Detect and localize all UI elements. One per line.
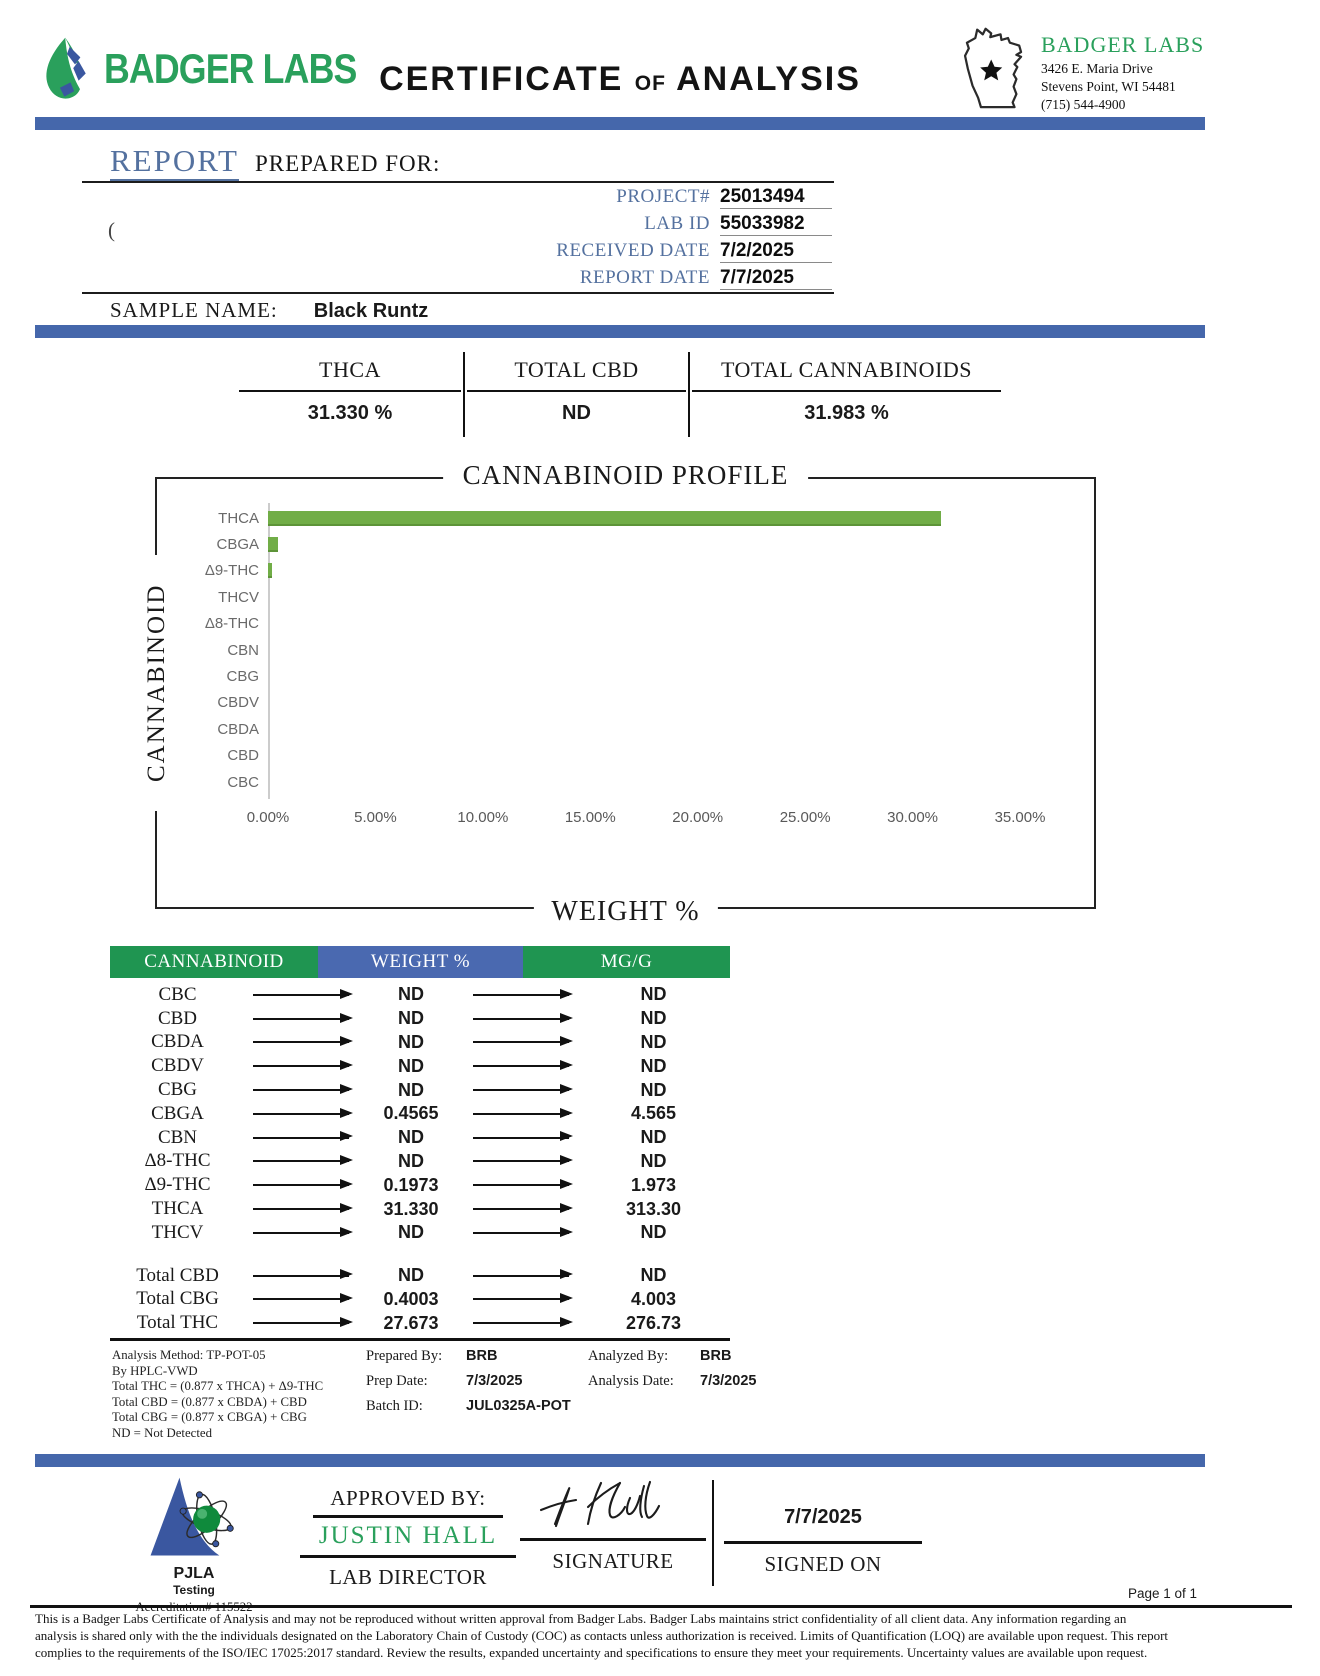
cannabinoid-name: THCA xyxy=(151,1198,204,1220)
results-row xyxy=(110,1102,730,1126)
arrow-icon xyxy=(253,1113,349,1115)
mgg-value: ND xyxy=(640,1008,667,1029)
field-value: 7/7/2025 xyxy=(720,267,832,290)
arrow-icon xyxy=(473,1232,569,1234)
chart-bar xyxy=(268,537,278,552)
arrow-icon xyxy=(253,1275,349,1277)
results-table-rows xyxy=(110,983,730,1245)
page-number: Page 1 of 1 xyxy=(1127,1586,1197,1601)
analysis-field-label: Analysis Date: xyxy=(588,1373,674,1389)
chart-bar-area xyxy=(268,511,1088,526)
results-row xyxy=(110,1007,730,1031)
report-fields xyxy=(450,186,832,294)
results-table-totals xyxy=(110,1264,730,1335)
results-row xyxy=(110,983,730,1007)
arrow-icon xyxy=(253,1208,349,1210)
lab-phone: (715) 544-4900 xyxy=(1041,96,1126,112)
chart-row xyxy=(157,637,1088,663)
prepared-for-label: PREPARED FOR: xyxy=(255,151,441,176)
report-field xyxy=(450,186,832,213)
method-note-line: Total CBD = (0.877 x CBDA) + CBD xyxy=(112,1394,307,1409)
summary-header: THCA xyxy=(239,352,461,392)
results-row xyxy=(110,1311,730,1335)
chart-category-label: CBG xyxy=(226,668,259,686)
arrow-icon xyxy=(473,1298,569,1300)
report-word: REPORT xyxy=(110,143,239,181)
analysis-info xyxy=(588,1348,838,1442)
mgg-value: ND xyxy=(640,984,667,1005)
cannabinoid-name: CBC xyxy=(158,983,197,1005)
chart-bar-area xyxy=(268,563,1088,578)
title-of: of xyxy=(634,64,666,97)
chart-category-label: CBN xyxy=(227,641,259,659)
divider-bar-bottom xyxy=(35,1454,1205,1467)
chart-category-label: THCA xyxy=(218,509,259,527)
approver-title: LAB DIRECTOR xyxy=(329,1565,487,1589)
title-part2: ANALYSIS xyxy=(676,60,861,98)
chart-bar xyxy=(268,511,941,526)
report-field xyxy=(450,240,832,267)
chart-row xyxy=(157,743,1088,769)
weight-value: ND xyxy=(398,1222,424,1243)
method-footnotes xyxy=(112,1348,838,1442)
method-note-line: Total CBG = (0.877 x CBGA) + CBG xyxy=(112,1410,307,1425)
signature-block xyxy=(520,1472,706,1574)
analysis-field-value: 7/3/2025 xyxy=(700,1373,757,1389)
chart-bar-area xyxy=(268,748,1088,763)
chart-category-label: Δ9-THC xyxy=(204,562,259,580)
results-table-header xyxy=(110,946,730,978)
chart-tick-label: 30.00% xyxy=(887,809,938,826)
arrow-icon xyxy=(473,1041,569,1043)
arrow-icon xyxy=(253,1018,349,1020)
results-row xyxy=(110,1221,730,1245)
chart-category-label: CBDV xyxy=(217,694,259,712)
chart-bar-area xyxy=(268,616,1088,631)
cannabinoid-name: Total CBD xyxy=(136,1264,219,1286)
chart-row xyxy=(157,690,1088,716)
chart-category-label: CBDA xyxy=(217,720,259,738)
cannabinoid-name: Total CBG xyxy=(136,1288,219,1310)
prep-field-value: JUL0325A-POT xyxy=(466,1398,571,1414)
summary-column xyxy=(237,352,463,437)
arrow-icon xyxy=(473,1208,569,1210)
weight-value: ND xyxy=(398,1127,424,1148)
signed-on-label: SIGNED ON xyxy=(764,1551,882,1576)
cannabinoid-name: CBG xyxy=(157,1079,198,1101)
summary-column xyxy=(690,352,1003,437)
cannabinoid-name: CBGA xyxy=(151,1102,204,1124)
signed-on-date: 7/7/2025 xyxy=(784,1506,862,1528)
weight-value: ND xyxy=(398,1150,424,1171)
summary-value: ND xyxy=(562,402,591,424)
wisconsin-map-icon xyxy=(952,20,1036,114)
approved-by-label: APPROVED BY: xyxy=(313,1486,503,1518)
chart-row xyxy=(157,611,1088,637)
mgg-value: 4.565 xyxy=(630,1103,677,1124)
arrow-icon xyxy=(473,994,569,996)
arrow-icon xyxy=(473,1137,569,1139)
chart-category-label: CBGA xyxy=(216,536,259,554)
prep-field-value: 7/3/2025 xyxy=(466,1373,523,1389)
arrow-icon xyxy=(473,1275,569,1277)
arrow-icon xyxy=(473,1322,569,1324)
method-note-line: Total THC = (0.877 x THCA) + Δ9-THC xyxy=(112,1379,324,1394)
field-label: RECEIVED DATE xyxy=(556,240,710,261)
chart-category-label: Δ8-THC xyxy=(204,615,259,633)
mgg-value: ND xyxy=(640,1265,667,1286)
chart-x-axis-label: WEIGHT % xyxy=(533,896,717,928)
results-row xyxy=(110,1150,730,1174)
chart-bar-area xyxy=(268,537,1088,552)
report-top-rule xyxy=(82,181,834,183)
prep-field xyxy=(366,1398,588,1415)
arrow-icon xyxy=(253,1065,349,1067)
method-note-line: By HPLC-VWD xyxy=(112,1363,198,1378)
chart-bar-area xyxy=(268,669,1088,684)
summary-column xyxy=(463,352,690,437)
redacted-client-mark: ( xyxy=(108,218,115,242)
signature-scribble xyxy=(533,1472,693,1536)
cannabinoid-name: CBD xyxy=(157,1007,198,1029)
method-note-line: ND = Not Detected xyxy=(112,1426,212,1441)
mgg-value: 313.30 xyxy=(625,1198,682,1219)
field-label: PROJECT# xyxy=(616,186,710,207)
results-row xyxy=(110,1173,730,1197)
lab-address xyxy=(1041,60,1204,113)
results-header-cell: CANNABINOID xyxy=(110,946,318,978)
summary-header: TOTAL CANNABINOIDS xyxy=(692,352,1001,392)
chart-row xyxy=(157,769,1088,795)
summary-header: TOTAL CBD xyxy=(467,352,686,392)
chart-category-label: CBD xyxy=(227,747,259,765)
prep-field-label: Prep Date: xyxy=(366,1373,428,1389)
weight-value: ND xyxy=(398,984,424,1005)
chart-row xyxy=(157,531,1088,557)
signature-label: SIGNATURE xyxy=(552,1548,674,1573)
prep-field-label: Batch ID: xyxy=(366,1398,423,1414)
chart-bar xyxy=(268,563,272,578)
weight-value: 0.4003 xyxy=(383,1288,439,1309)
chart-tick-label: 25.00% xyxy=(779,809,831,826)
arrow-icon xyxy=(473,1018,569,1020)
results-row xyxy=(110,1288,730,1312)
results-row xyxy=(110,1264,730,1288)
arrow-icon xyxy=(253,994,349,996)
weight-value: ND xyxy=(398,1031,424,1052)
chart-tick-label: 10.00% xyxy=(457,809,509,826)
arrow-icon xyxy=(253,1041,349,1043)
report-heading xyxy=(110,143,440,179)
divider-bar-top xyxy=(35,117,1205,130)
lab-address-line1: 3426 E. Maria Drive xyxy=(1041,61,1153,76)
arrow-icon xyxy=(473,1113,569,1115)
chart-row xyxy=(157,663,1088,689)
summary-table xyxy=(237,352,1003,437)
mgg-value: ND xyxy=(640,1222,667,1243)
sample-name-value: Black Runtz xyxy=(313,300,429,322)
arrow-icon xyxy=(253,1322,349,1324)
approval-vertical-divider xyxy=(712,1480,714,1586)
mgg-value: 1.973 xyxy=(630,1174,677,1195)
cannabinoid-name: THCV xyxy=(151,1221,204,1243)
results-row xyxy=(110,1054,730,1078)
arrow-icon xyxy=(253,1137,349,1139)
footer-rule xyxy=(30,1605,1292,1608)
chart-tick-label: 15.00% xyxy=(564,809,616,826)
arrow-icon xyxy=(253,1184,349,1186)
chart-bar-area xyxy=(268,695,1088,710)
lab-address-block xyxy=(952,20,1204,114)
chart-y-axis-label: CANNABINOID xyxy=(137,555,177,811)
chart-tick-label: 20.00% xyxy=(672,809,724,826)
results-row xyxy=(110,1197,730,1221)
cannabinoid-name: CBN xyxy=(157,1126,198,1148)
arrow-icon xyxy=(473,1065,569,1067)
chart-category-label: THCV xyxy=(218,588,259,606)
chart-tick-label: 0.00% xyxy=(246,809,290,826)
logo-wordmark: BADGER LABS xyxy=(104,45,357,92)
prep-info xyxy=(366,1348,588,1442)
prep-field xyxy=(366,1348,588,1365)
report-field xyxy=(450,267,832,294)
field-label: REPORT DATE xyxy=(579,267,710,288)
pjla-sub: Testing xyxy=(173,1582,215,1597)
field-label: LAB ID xyxy=(644,213,710,234)
method-notes xyxy=(112,1348,364,1442)
sample-name-row xyxy=(110,298,428,323)
cannabinoid-name: Δ9-THC xyxy=(144,1174,211,1196)
chart-plot-area xyxy=(157,505,1088,795)
prep-field-label: Prepared By: xyxy=(366,1348,443,1364)
chart-bar-area xyxy=(268,643,1088,658)
chart-row xyxy=(157,716,1088,742)
weight-value: 0.4565 xyxy=(383,1103,439,1124)
lab-info xyxy=(1041,20,1204,113)
analysis-field-value: BRB xyxy=(700,1348,732,1364)
chart-bar-area xyxy=(268,775,1088,790)
mgg-value: ND xyxy=(640,1127,667,1148)
arrow-icon xyxy=(253,1160,349,1162)
analysis-field xyxy=(588,1373,838,1390)
lab-name: BADGER LABS xyxy=(1041,32,1205,57)
chart-category-label: CBC xyxy=(227,773,259,791)
pjla-accreditation-block xyxy=(118,1474,270,1614)
chart-row xyxy=(157,505,1088,531)
cannabinoid-name: Total THC xyxy=(136,1312,219,1334)
report-field xyxy=(450,213,832,240)
chart-row xyxy=(157,558,1088,584)
arrow-icon xyxy=(473,1184,569,1186)
results-header-cell: MG/G xyxy=(523,946,730,978)
mgg-value: ND xyxy=(640,1031,667,1052)
arrow-icon xyxy=(253,1089,349,1091)
arrow-icon xyxy=(253,1298,349,1300)
results-table-end-rule xyxy=(110,1338,730,1341)
weight-value: 27.673 xyxy=(383,1312,439,1333)
summary-value: 31.330 % xyxy=(307,402,393,424)
field-value: 55033982 xyxy=(720,213,832,236)
arrow-icon xyxy=(253,1232,349,1234)
arrow-icon xyxy=(473,1160,569,1162)
prep-field xyxy=(366,1373,588,1390)
field-value: 25013494 xyxy=(720,186,832,209)
pjla-org: PJLA xyxy=(173,1565,215,1583)
weight-value: 0.1973 xyxy=(383,1174,439,1195)
mgg-value: 4.003 xyxy=(630,1288,677,1309)
disclaimer-text: This is a Badger Labs Certificate of Analysis and may not be reproduced without written approval from Badger Labs. Badger Labs maintains strict confidentiality of all client data. Any information regarding an analysis is shared only with the the individuals designated on the Laboratory Chain of Custody (COC) as contacts unless authorization is received. Limits of Quantification (LOQ) are available upon request. This report complies to the requirements of the ISO/IEC 17025:2017 standard. Review the results, expanded uncertainty and specifications to ensure they meet your requirements. Uncertainty values are available upon request. xyxy=(35,1611,1169,1660)
page-title xyxy=(330,60,910,99)
weight-value: ND xyxy=(398,1265,424,1286)
results-row xyxy=(110,1126,730,1150)
report-bottom-rule xyxy=(82,292,834,294)
pjla-logo-icon xyxy=(136,1474,252,1560)
weight-value: 31.330 xyxy=(383,1198,439,1219)
chart-tick-label: 35.00% xyxy=(994,809,1046,826)
cannabinoid-name: CBDV xyxy=(151,1055,204,1077)
chart-bar-area xyxy=(268,722,1088,737)
cannabinoid-name: CBDA xyxy=(151,1031,204,1053)
results-row xyxy=(110,1078,730,1102)
weight-value: ND xyxy=(398,1008,424,1029)
chart-title: CANNABINOID PROFILE xyxy=(443,460,809,491)
results-table xyxy=(110,946,730,1341)
results-header-cell: WEIGHT % xyxy=(318,946,523,978)
signed-on-block xyxy=(724,1472,922,1577)
chart-tick-label: 5.00% xyxy=(354,809,397,826)
title-part1: CERTIFICATE xyxy=(379,60,624,98)
arrow-icon xyxy=(473,1089,569,1091)
analysis-field-label: Analyzed By: xyxy=(588,1348,669,1364)
chart-bar-area xyxy=(268,590,1088,605)
weight-value: ND xyxy=(398,1055,424,1076)
prep-field-value: BRB xyxy=(466,1348,498,1364)
mgg-value: 276.73 xyxy=(625,1312,682,1333)
field-value: 7/2/2025 xyxy=(720,240,832,263)
cannabinoid-name: Δ8-THC xyxy=(144,1150,211,1172)
analysis-field xyxy=(588,1348,838,1365)
approved-by-block xyxy=(300,1486,516,1590)
mgg-value: ND xyxy=(640,1055,667,1076)
method-note-line: Analysis Method: TP-POT-05 xyxy=(112,1348,266,1362)
sample-name-label: SAMPLE NAME: xyxy=(110,298,278,322)
mgg-value: ND xyxy=(640,1150,667,1171)
chart-x-ticks xyxy=(157,809,1094,831)
divider-bar-middle xyxy=(35,325,1205,338)
weight-value: ND xyxy=(398,1079,424,1100)
lab-address-line2: Stevens Point, WI 54481 xyxy=(1041,78,1176,94)
mgg-value: ND xyxy=(640,1079,667,1100)
summary-value: 31.983 % xyxy=(804,402,889,424)
cannabinoid-profile-chart xyxy=(143,460,1096,927)
chart-row xyxy=(157,584,1088,610)
leaf-logo-icon xyxy=(40,36,94,102)
approver-name: JUSTIN HALL xyxy=(300,1518,516,1558)
results-row xyxy=(110,1031,730,1055)
